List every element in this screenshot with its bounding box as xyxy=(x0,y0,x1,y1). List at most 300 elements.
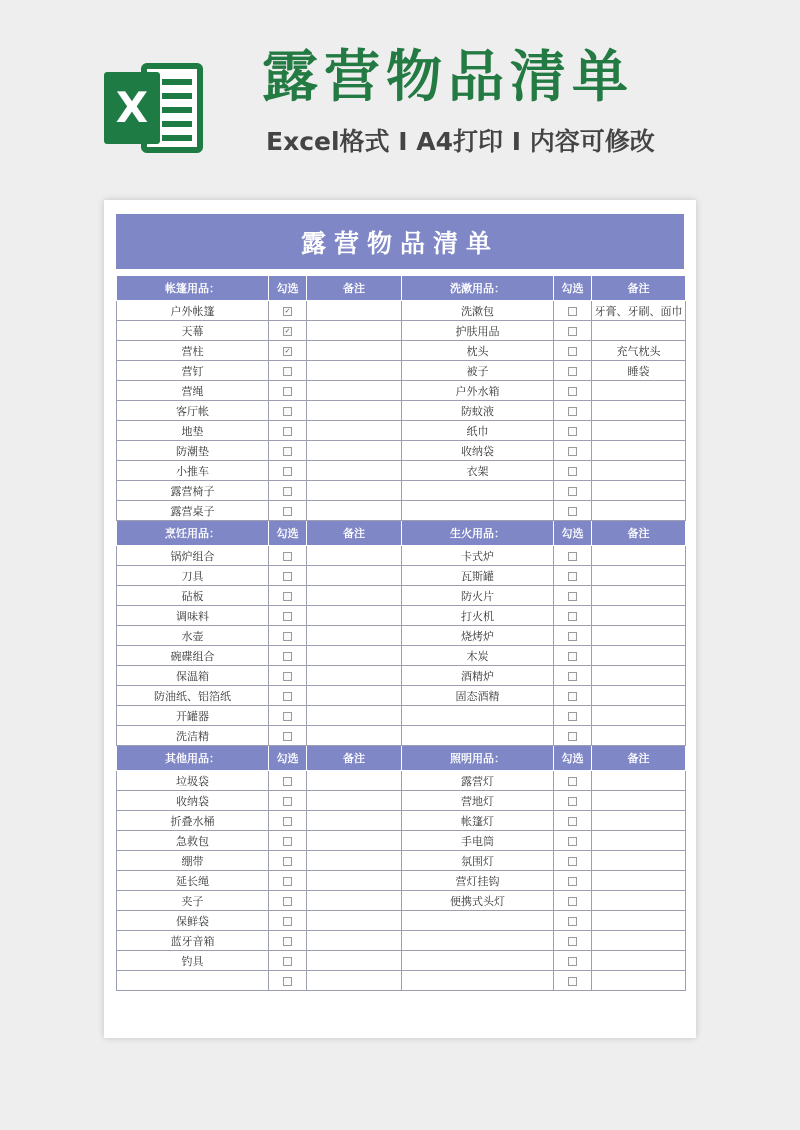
item-row xyxy=(117,341,686,361)
item-note: 睡袋 xyxy=(592,361,686,381)
note-column-header: 备注 xyxy=(307,276,402,301)
check-cell xyxy=(554,586,592,606)
item-note xyxy=(307,891,402,911)
checkbox-icon[interactable] xyxy=(283,732,292,741)
check-cell xyxy=(269,811,307,831)
item-name: 帐篷灯 xyxy=(402,811,554,831)
item-row xyxy=(117,871,686,891)
check-cell xyxy=(269,726,307,746)
item-note xyxy=(307,421,402,441)
checkbox-icon[interactable] xyxy=(568,572,577,581)
note-column-header: 备注 xyxy=(307,521,402,546)
checkbox-icon[interactable] xyxy=(283,857,292,866)
item-name: 烧烤炉 xyxy=(402,626,554,646)
checkbox-icon[interactable] xyxy=(568,917,577,926)
note-column-header: 备注 xyxy=(592,521,686,546)
checkbox-icon[interactable] xyxy=(568,857,577,866)
item-note xyxy=(592,791,686,811)
item-note xyxy=(592,381,686,401)
item-row xyxy=(117,421,686,441)
check-cell xyxy=(554,381,592,401)
checkbox-icon[interactable] xyxy=(568,467,577,476)
checkbox-checked-icon[interactable]: ✓ xyxy=(284,346,291,355)
checkbox-icon[interactable] xyxy=(568,817,577,826)
item-note xyxy=(592,831,686,851)
checkbox-icon[interactable] xyxy=(568,837,577,846)
item-name xyxy=(402,911,554,931)
item-note xyxy=(592,626,686,646)
item-row xyxy=(117,321,686,341)
checkbox-icon[interactable] xyxy=(568,672,577,681)
check-cell xyxy=(269,501,307,521)
check-cell xyxy=(269,666,307,686)
item-note xyxy=(592,771,686,791)
item-name xyxy=(402,706,554,726)
item-row xyxy=(117,706,686,726)
item-name: 木炭 xyxy=(402,646,554,666)
check-cell xyxy=(269,461,307,481)
item-note xyxy=(307,546,402,566)
checkbox-icon[interactable] xyxy=(568,897,577,906)
check-cell xyxy=(554,321,592,341)
check-cell xyxy=(269,706,307,726)
check-cell xyxy=(554,646,592,666)
check-cell xyxy=(269,851,307,871)
item-note xyxy=(592,501,686,521)
item-name: 纸巾 xyxy=(402,421,554,441)
checkbox-icon[interactable] xyxy=(283,837,292,846)
item-name: 洗洁精 xyxy=(117,726,269,746)
item-note xyxy=(592,321,686,341)
checkbox-icon[interactable] xyxy=(568,327,577,336)
checkbox-icon[interactable] xyxy=(283,487,292,496)
note-column-header: 备注 xyxy=(307,746,402,771)
item-name: 防油纸、铝箔纸 xyxy=(117,686,269,706)
checkbox-icon[interactable] xyxy=(283,407,292,416)
checkbox-icon[interactable] xyxy=(283,797,292,806)
item-note xyxy=(307,321,402,341)
item-note xyxy=(592,811,686,831)
item-note xyxy=(592,566,686,586)
check-cell xyxy=(269,771,307,791)
item-note xyxy=(592,441,686,461)
item-name: 洗漱包 xyxy=(402,301,554,321)
check-cell xyxy=(554,501,592,521)
item-row xyxy=(117,586,686,606)
item-name: 营灯挂钩 xyxy=(402,871,554,891)
section-header-row xyxy=(117,521,686,546)
item-row xyxy=(117,851,686,871)
item-note xyxy=(307,626,402,646)
item-note xyxy=(307,851,402,871)
item-note xyxy=(592,971,686,991)
checkbox-icon[interactable] xyxy=(568,367,577,376)
item-name: 户外帐篷 xyxy=(117,301,269,321)
checkbox-icon[interactable] xyxy=(283,552,292,561)
item-name: 营钉 xyxy=(117,361,269,381)
item-note xyxy=(307,481,402,501)
checkbox-icon[interactable] xyxy=(568,977,577,986)
check-cell xyxy=(554,811,592,831)
check-cell xyxy=(269,421,307,441)
checkbox-icon[interactable] xyxy=(283,937,292,946)
item-note xyxy=(592,951,686,971)
checkbox-icon[interactable] xyxy=(568,632,577,641)
check-column-header: 勾选 xyxy=(554,276,592,301)
item-note xyxy=(307,666,402,686)
item-row xyxy=(117,971,686,991)
check-cell xyxy=(554,791,592,811)
item-note xyxy=(592,666,686,686)
item-row xyxy=(117,501,686,521)
item-name xyxy=(402,931,554,951)
item-name: 钓具 xyxy=(117,951,269,971)
checkbox-icon[interactable] xyxy=(283,652,292,661)
item-name: 延长绳 xyxy=(117,871,269,891)
item-name: 防蚊液 xyxy=(402,401,554,421)
checkbox-icon[interactable] xyxy=(568,777,577,786)
item-name: 营地灯 xyxy=(402,791,554,811)
checkbox-icon[interactable] xyxy=(283,572,292,581)
check-cell xyxy=(269,791,307,811)
item-note xyxy=(307,951,402,971)
check-column-header: 勾选 xyxy=(269,276,307,301)
item-note xyxy=(307,771,402,791)
item-note: 充气枕头 xyxy=(592,341,686,361)
item-name: 夹子 xyxy=(117,891,269,911)
item-note xyxy=(592,706,686,726)
brand-subtitle: Excel格式 I A4打印 I 内容可修改 xyxy=(266,127,655,156)
check-cell xyxy=(269,586,307,606)
brand-banner xyxy=(0,0,800,200)
item-name: 绷带 xyxy=(117,851,269,871)
checkbox-icon[interactable] xyxy=(283,632,292,641)
check-cell xyxy=(269,686,307,706)
checkbox-icon[interactable] xyxy=(568,427,577,436)
item-row xyxy=(117,381,686,401)
checkbox-icon[interactable] xyxy=(568,447,577,456)
item-note xyxy=(307,791,402,811)
check-cell xyxy=(554,566,592,586)
item-row xyxy=(117,606,686,626)
item-note xyxy=(307,586,402,606)
item-note xyxy=(307,811,402,831)
item-name: 防火片 xyxy=(402,586,554,606)
item-note xyxy=(307,606,402,626)
item-name: 垃圾袋 xyxy=(117,771,269,791)
excel-logo-icon xyxy=(104,60,204,156)
item-name: 地垫 xyxy=(117,421,269,441)
item-name xyxy=(402,481,554,501)
check-cell xyxy=(269,931,307,951)
check-cell xyxy=(554,686,592,706)
item-name: 露营椅子 xyxy=(117,481,269,501)
checkbox-icon[interactable] xyxy=(568,732,577,741)
checkbox-icon[interactable] xyxy=(568,592,577,601)
check-cell xyxy=(554,301,592,321)
check-cell xyxy=(554,361,592,381)
check-cell xyxy=(554,626,592,646)
item-note xyxy=(592,586,686,606)
item-note xyxy=(307,401,402,421)
item-note xyxy=(307,871,402,891)
checkbox-icon[interactable] xyxy=(283,917,292,926)
check-cell xyxy=(554,461,592,481)
item-row xyxy=(117,686,686,706)
checkbox-icon[interactable] xyxy=(283,592,292,601)
check-cell xyxy=(554,971,592,991)
checkbox-icon[interactable] xyxy=(283,612,292,621)
section-header-row xyxy=(117,746,686,771)
note-column-header: 备注 xyxy=(592,746,686,771)
checkbox-icon[interactable] xyxy=(283,427,292,436)
item-note xyxy=(592,421,686,441)
item-name: 打火机 xyxy=(402,606,554,626)
check-cell xyxy=(554,891,592,911)
item-row xyxy=(117,931,686,951)
checkbox-icon[interactable] xyxy=(568,347,577,356)
item-name: 刀具 xyxy=(117,566,269,586)
item-row xyxy=(117,566,686,586)
checkbox-icon[interactable] xyxy=(283,712,292,721)
item-name xyxy=(117,971,269,991)
brand-title: 露营物品清单 xyxy=(262,45,634,110)
item-name xyxy=(402,726,554,746)
checkbox-icon[interactable] xyxy=(568,487,577,496)
checkbox-icon[interactable] xyxy=(568,612,577,621)
check-cell xyxy=(269,301,307,321)
item-note xyxy=(592,851,686,871)
checkbox-icon[interactable] xyxy=(568,877,577,886)
check-cell xyxy=(269,381,307,401)
item-name: 蓝牙音箱 xyxy=(117,931,269,951)
checkbox-icon[interactable] xyxy=(283,777,292,786)
checkbox-icon[interactable] xyxy=(568,957,577,966)
item-name: 调味料 xyxy=(117,606,269,626)
item-note xyxy=(307,706,402,726)
item-name: 折叠水桶 xyxy=(117,811,269,831)
item-row xyxy=(117,646,686,666)
item-note xyxy=(592,686,686,706)
checkbox-icon[interactable] xyxy=(568,712,577,721)
item-note xyxy=(307,341,402,361)
item-note xyxy=(592,911,686,931)
checkbox-icon[interactable] xyxy=(283,367,292,376)
checkbox-icon[interactable] xyxy=(568,692,577,701)
item-name: 枕头 xyxy=(402,341,554,361)
check-cell xyxy=(269,481,307,501)
item-note xyxy=(592,461,686,481)
checkbox-icon[interactable] xyxy=(568,307,577,316)
checkbox-checked-icon[interactable]: ✓ xyxy=(284,326,291,335)
check-cell xyxy=(554,726,592,746)
checkbox-icon[interactable] xyxy=(283,672,292,681)
item-name: 卡式炉 xyxy=(402,546,554,566)
item-note xyxy=(307,726,402,746)
check-cell xyxy=(554,606,592,626)
item-note xyxy=(307,686,402,706)
checkbox-icon[interactable] xyxy=(568,407,577,416)
item-name: 碗碟组合 xyxy=(117,646,269,666)
checkbox-icon[interactable] xyxy=(283,447,292,456)
check-cell xyxy=(554,911,592,931)
check-cell xyxy=(269,831,307,851)
check-cell xyxy=(269,361,307,381)
checkbox-icon[interactable] xyxy=(568,652,577,661)
check-cell xyxy=(554,481,592,501)
checklist-table xyxy=(116,275,686,991)
item-row xyxy=(117,811,686,831)
item-row xyxy=(117,441,686,461)
item-name: 固态酒精 xyxy=(402,686,554,706)
check-cell xyxy=(554,771,592,791)
check-cell xyxy=(269,646,307,666)
checkbox-icon[interactable] xyxy=(568,552,577,561)
item-note xyxy=(592,401,686,421)
item-row xyxy=(117,361,686,381)
item-name xyxy=(402,501,554,521)
checkbox-icon[interactable] xyxy=(283,467,292,476)
item-name: 天幕 xyxy=(117,321,269,341)
check-cell xyxy=(269,606,307,626)
check-cell xyxy=(554,441,592,461)
checkbox-icon[interactable] xyxy=(283,507,292,516)
check-cell xyxy=(269,871,307,891)
item-note xyxy=(307,831,402,851)
item-row xyxy=(117,401,686,421)
item-name: 手电筒 xyxy=(402,831,554,851)
category-label: 其他用品： xyxy=(117,746,269,771)
section-header-row xyxy=(117,276,686,301)
category-label: 洗漱用品： xyxy=(402,276,554,301)
check-cell xyxy=(554,341,592,361)
item-name: 水壶 xyxy=(117,626,269,646)
item-note: 牙膏、牙刷、面巾 xyxy=(592,301,686,321)
item-name: 被子 xyxy=(402,361,554,381)
category-label: 照明用品： xyxy=(402,746,554,771)
checkbox-icon[interactable] xyxy=(283,897,292,906)
checkbox-icon[interactable] xyxy=(568,387,577,396)
checkbox-icon[interactable] xyxy=(568,797,577,806)
check-cell xyxy=(269,971,307,991)
item-note xyxy=(307,971,402,991)
item-name: 露营灯 xyxy=(402,771,554,791)
check-cell xyxy=(554,546,592,566)
item-note xyxy=(307,931,402,951)
check-column-header: 勾选 xyxy=(554,746,592,771)
check-cell xyxy=(554,401,592,421)
item-row xyxy=(117,911,686,931)
category-label: 烹饪用品： xyxy=(117,521,269,546)
item-note xyxy=(592,546,686,566)
category-label: 帐篷用品： xyxy=(117,276,269,301)
check-column-header: 勾选 xyxy=(269,746,307,771)
check-cell xyxy=(269,951,307,971)
item-note xyxy=(307,301,402,321)
item-name: 收纳袋 xyxy=(117,791,269,811)
item-row xyxy=(117,791,686,811)
check-cell xyxy=(269,401,307,421)
item-name: 营柱 xyxy=(117,341,269,361)
check-cell xyxy=(269,321,307,341)
note-column-header: 备注 xyxy=(592,276,686,301)
item-note xyxy=(592,606,686,626)
check-cell xyxy=(554,421,592,441)
item-name xyxy=(402,971,554,991)
item-note xyxy=(307,361,402,381)
item-row xyxy=(117,891,686,911)
item-name: 护肤用品 xyxy=(402,321,554,341)
checkbox-icon[interactable] xyxy=(283,977,292,986)
check-cell xyxy=(554,831,592,851)
check-cell xyxy=(269,441,307,461)
check-cell xyxy=(554,706,592,726)
item-name: 开罐器 xyxy=(117,706,269,726)
checkbox-checked-icon[interactable]: ✓ xyxy=(284,306,291,315)
item-row xyxy=(117,831,686,851)
check-cell xyxy=(269,911,307,931)
item-name: 锅炉组合 xyxy=(117,546,269,566)
check-cell xyxy=(269,566,307,586)
check-cell xyxy=(554,851,592,871)
check-cell xyxy=(554,951,592,971)
item-name: 收纳袋 xyxy=(402,441,554,461)
item-row xyxy=(117,461,686,481)
item-name: 急救包 xyxy=(117,831,269,851)
item-row xyxy=(117,951,686,971)
item-note xyxy=(592,646,686,666)
check-cell xyxy=(269,341,307,361)
item-row xyxy=(117,301,686,321)
item-note xyxy=(307,911,402,931)
check-cell xyxy=(269,626,307,646)
item-name: 便携式头灯 xyxy=(402,891,554,911)
excel-logo-letter: X xyxy=(115,83,149,132)
item-note xyxy=(592,726,686,746)
item-note xyxy=(307,381,402,401)
item-row xyxy=(117,626,686,646)
item-note xyxy=(592,931,686,951)
checkbox-icon[interactable] xyxy=(283,817,292,826)
item-row xyxy=(117,546,686,566)
item-row xyxy=(117,666,686,686)
item-note xyxy=(307,646,402,666)
item-name: 瓦斯罐 xyxy=(402,566,554,586)
item-note xyxy=(307,501,402,521)
item-name: 防潮垫 xyxy=(117,441,269,461)
check-cell xyxy=(269,546,307,566)
checkbox-icon[interactable] xyxy=(283,387,292,396)
checkbox-icon[interactable] xyxy=(283,957,292,966)
item-note xyxy=(307,441,402,461)
item-row xyxy=(117,771,686,791)
check-column-header: 勾选 xyxy=(269,521,307,546)
item-name: 营绳 xyxy=(117,381,269,401)
check-cell xyxy=(554,666,592,686)
item-name: 露营桌子 xyxy=(117,501,269,521)
checkbox-icon[interactable] xyxy=(283,692,292,701)
checkbox-icon[interactable] xyxy=(283,877,292,886)
item-name: 保温箱 xyxy=(117,666,269,686)
item-note xyxy=(307,566,402,586)
item-name: 砧板 xyxy=(117,586,269,606)
item-note xyxy=(307,461,402,481)
checkbox-icon[interactable] xyxy=(568,507,577,516)
item-note xyxy=(592,871,686,891)
item-name xyxy=(402,951,554,971)
item-name: 小推车 xyxy=(117,461,269,481)
checkbox-icon[interactable] xyxy=(568,937,577,946)
